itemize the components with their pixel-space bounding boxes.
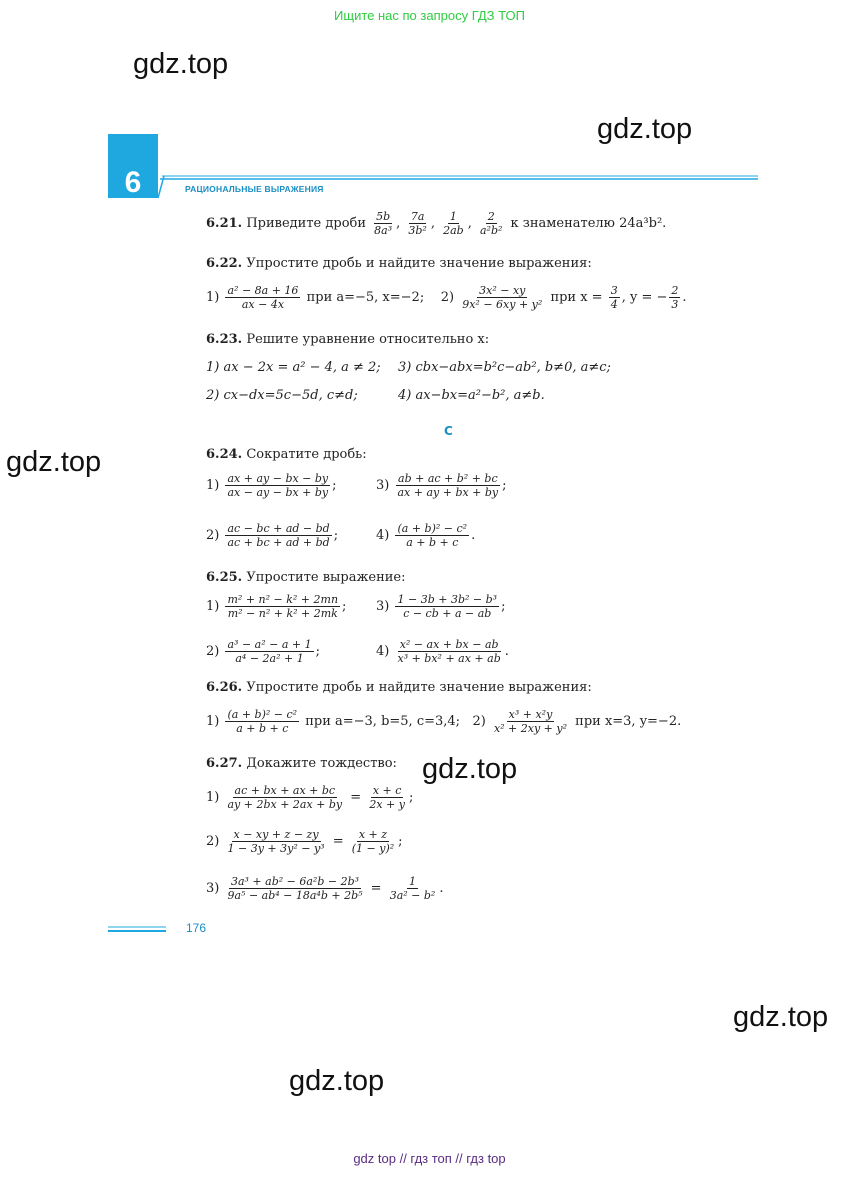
problem-6-23-c: 2) cx−dx=5c−5d, c≠d;	[206, 388, 358, 403]
problem-6-27-item2: 2) $\frac{x - xy + z - zy}{\text{1 − 3y + 3y² − y³}}$ = $\frac{x + z}{\text{(1 − y)²}}$ ;	[206, 828, 403, 856]
problem-6-25-row1: 1) $\frac{\text{m² + n² − k² + 2mn}}{\text{m² − n² + k² + 2mk}}$ ;	[206, 593, 347, 621]
problem-6-24: 6.24. Сократите дробь:	[206, 447, 367, 462]
problem-6-24-row1b: 3) $\frac{\text{ab + ac + b² + bc}}{ax + ay + bx + by}$ ;	[376, 472, 507, 500]
top-search-link[interactable]: Ищите нас по запросу ГДЗ ТОП	[334, 8, 525, 23]
problem-6-22-items: 1) $\frac{\text{a² − 8a + 16}}{ax - 4x}$ при a=−5, x=−2; 2) $\frac{\text{3x² − xy}}{\text{9x² − 6xy + y²}}$ при x = $\frac{3}{4}$ , y = − $\frac{2}{3}$ .	[206, 284, 687, 312]
problem-6-23-d: 4) ax−bx=a²−b², a≠b.	[398, 388, 545, 403]
problem-6-23-b: 3) cbx−abx=b²c−ab², b≠0, a≠c;	[398, 360, 611, 375]
watermark: gdz.top	[289, 1065, 385, 1097]
problem-6-25-row2b: 4) $\frac{\text{x² − ax + bx − ab}}{\text{x³ + bx² + ax + ab}}$ .	[376, 638, 509, 666]
problem-6-26: 6.26. Упростите дробь и найдите значение выражения:	[206, 680, 592, 695]
problem-6-25-row2: 2) $\frac{\text{a³ − a² − a + 1}}{\text{a⁴ − 2a² + 1}}$ ;	[206, 638, 320, 666]
problem-6-27: 6.27. Докажите тождество:	[206, 756, 397, 771]
watermark: gdz.top	[6, 446, 102, 478]
problem-6-22: 6.22. Упростите дробь и найдите значение выражения:	[206, 256, 592, 271]
problem-6-27-item1: 1) $\frac{ac + bx + ax + bc}{ay + 2bx + 2ax + by}$ = $\frac{x + c}{2x + y}$ ;	[206, 784, 414, 812]
problem-6-24-row2: 2) $\frac{ac - bc + ad - bd}{ac + bc + ad + bd}$ ;	[206, 522, 339, 550]
problem-6-23-a: 1) ax − 2x = a² − 4, a ≠ 2;	[206, 360, 381, 375]
problem-6-25: 6.25. Упростите выражение:	[206, 570, 406, 585]
watermark: gdz.top	[133, 48, 229, 80]
problem-6-26-items: 1) $\frac{\text{(a + b)² − c²}}{a + b + c}$ при a=−3, b=5, c=3,4; 2) $\frac{\text{x³ + x²y}}{\text{x² + 2xy + y²}}$ при x=3, y=−2.	[206, 708, 682, 736]
problem-6-21: 6.21. Приведите дроби $\frac{5b}{\text{8a³}}$ , $\frac{7a}{\text{3b²}}$ , $\frac{1}{2ab}$ , $\frac{2}{\text{a²b²}}$ к знаменателю 24a³b².	[206, 210, 667, 238]
bottom-links[interactable]: gdz top // гдз топ // гдз top	[353, 1151, 506, 1166]
chapter-number: 6	[124, 166, 142, 199]
problem-6-27-item3: 3) $\frac{\text{3a³ + ab² − 6a²b − 2b³}}{\text{9a⁵ − ab⁴ − 18a⁴b + 2b⁵}}$ = $\frac{1}{\text{3a² − b²}}$ .	[206, 875, 444, 903]
problem-6-24-row1: 1) $\frac{ax + ay - bx - by}{ax - ay - bx + by}$ ;	[206, 472, 337, 500]
problem-6-25-row1b: 3) $\frac{\text{1 − 3b + 3b² − b³}}{c - cb + a - ab}$ ;	[376, 593, 506, 621]
problem-6-23: 6.23. Решите уравнение относительно x:	[206, 332, 490, 347]
problem-6-24-row2b: 4) $\frac{\text{(a + b)² − c²}}{a + b + c}$ .	[376, 522, 476, 550]
watermark: gdz.top	[733, 1001, 829, 1033]
chapter-title: РАЦИОНАЛЬНЫЕ ВЫРАЖЕНИЯ	[185, 184, 324, 194]
page-number: 176	[186, 921, 207, 935]
page-footer-lines	[108, 926, 168, 934]
section-c-label: C	[444, 424, 453, 438]
watermark: gdz.top	[422, 753, 518, 785]
watermark: gdz.top	[597, 113, 693, 145]
